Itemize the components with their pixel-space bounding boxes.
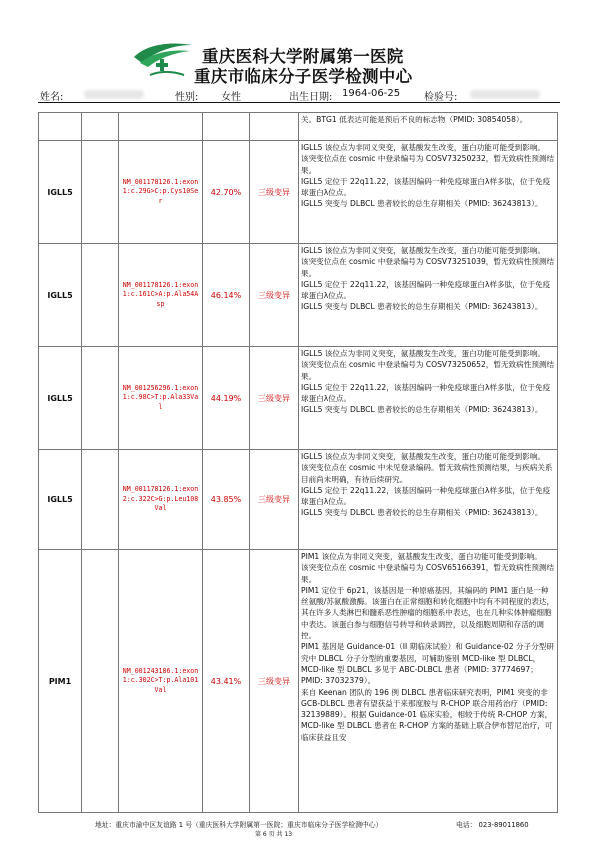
desc-paragraph: IGLL5 该位点为非同义突变，氨基酸发生改变，蛋白功能可能受到影响。 [301, 452, 546, 461]
level-cell: 三级变异 [250, 347, 299, 450]
desc-paragraph: 该突变位点在 cosmic 中登录编号为 COSV73250652，暂无致病性预测结果。 [301, 360, 555, 381]
redacted-name [84, 90, 144, 99]
sex-value: 女性 [221, 92, 241, 103]
redacted-id [470, 90, 540, 99]
desc-paragraph: 来自 Keenan 团队的 196 例 DLBCL 患者临床研究表明，PIM1 突变的非 GCB-DLBCL 患者有望获益于来那度胺与 R-CHOP 联合用药治疗（PMID: 32139889）。根据 Guidance-01 临床实验，相较于传统 R-CHOP 方案，MCD-like 型 DLBCL 患者在 R-CHOP 方案的基础上联合伊布替尼治疗，可临床获益且安 [301, 687, 553, 742]
dob-label: 出生日期: [289, 92, 333, 103]
variant-cell: NM_001178126.1:exon1:c.161C>A:p.Ala54Asp [119, 244, 203, 347]
desc-paragraph: 该突变位点在 cosmic 中登录编号为 COSV73251039，暂无致病性预测结果。 [301, 257, 555, 278]
desc-paragraph: 该突变位点在 cosmic 中登录编号为 COSV65166391，暂无致病性预测结果。 [301, 563, 555, 584]
desc-paragraph: IGLL5 突变与 DLBCL 患者较长的总生存期相关（PMID: 36243813）。 [301, 199, 543, 209]
frequency-cell: 44.19% [203, 347, 250, 450]
name-label: 姓名: [40, 92, 64, 103]
dob-value: 1964-06-25 [342, 88, 401, 99]
header-divider [38, 102, 560, 103]
desc-paragraph: IGLL5 定位于 22q11.22，该基因编码一种免疫球蛋白λ样多肽，位于免疫球蛋白λ位点。 [301, 279, 551, 301]
variant-cell: NM_001243186.1:exon1:c.302C>T:p.Ala101Val [119, 550, 203, 813]
table-row [39, 347, 558, 450]
level-cell: 三级变异 [250, 141, 299, 244]
hospital-logo-icon [132, 37, 194, 81]
desc-paragraph: IGLL5 突变与 DLBCL 患者较长的总生存期相关（PMID: 36243813）。 [301, 405, 543, 415]
variant-cell: NM_001178126.1:exon2:c.322C>G:p.Leu108Val [119, 450, 203, 550]
frequency-cell: 42.70% [203, 141, 250, 244]
continued-description [299, 113, 558, 141]
table-row-continued [39, 113, 558, 141]
table-row [39, 244, 558, 347]
hospital-name-line1: 重庆医科大学附属第一医院 [202, 47, 404, 66]
desc-paragraph: IGLL5 该位点为非同义突变，氨基酸发生改变，蛋白功能可能受到影响。 [301, 143, 546, 152]
frequency-cell: 46.14% [203, 244, 250, 347]
desc-paragraph: IGLL5 突变与 DLBCL 患者较长的总生存期相关（PMID: 36243813）。 [301, 508, 543, 518]
table-row [39, 450, 558, 550]
desc-paragraph: IGLL5 突变与 DLBCL 患者较长的总生存期相关（PMID: 36243813）。 [301, 302, 543, 312]
description-cell [299, 141, 558, 244]
variant-cell: NM_001256296.1:exon1:c.98C>T:p.Ala33Val [119, 347, 203, 450]
level-cell: 三级变异 [250, 244, 299, 347]
desc-paragraph: IGLL5 定位于 22q11.22，该基因编码一种免疫球蛋白λ样多肽，位于免疫球蛋白λ位点。 [301, 485, 551, 507]
description-cell [299, 550, 558, 813]
page-number: 第 6 页 共 13 [255, 831, 293, 838]
report-header [0, 0, 595, 110]
desc-paragraph: PIM1 基因是 Guidance-01（II 期临床试验）和 Guidance-02 分子分型研究中 DLBCL 分子分型的重要基因，可辅助鉴别 MCD-like 型 DLBCL，MCD-like 型 DLBCL 多见于 ABC-DLBCL 患者（PMID: 37774697；PMID: 37032379）。 [301, 642, 554, 686]
footer-phone: 电话： 023-89011860 [456, 821, 529, 829]
id-label: 检验号: [424, 92, 458, 103]
frequency-cell: 43.41% [203, 550, 250, 813]
desc-paragraph: IGLL5 定位于 22q11.22，该基因编码一种免疫球蛋白λ样多肽，位于免疫球蛋白λ位点。 [301, 176, 551, 198]
report-footer [95, 819, 529, 838]
description-cell [299, 347, 558, 450]
desc-paragraph: IGLL5 该位点为非同义突变，氨基酸发生改变，蛋白功能可能受到影响。 [301, 349, 546, 358]
desc-paragraph: IGLL5 该位点为非同义突变，氨基酸发生改变，蛋白功能可能受到影响。 [301, 246, 546, 255]
desc-paragraph: PIM1 该位点为非同义突变，氨基酸发生改变，蛋白功能可能受到影响。 [301, 552, 542, 561]
table-row [39, 141, 558, 244]
description-cell [299, 450, 558, 550]
gene-cell: IGLL5 [39, 347, 82, 450]
sex-label: 性别: [175, 92, 199, 103]
frequency-cell: 43.85% [203, 450, 250, 550]
hospital-name-line2: 重庆市临床分子医学检测中心 [194, 67, 413, 86]
desc-paragraph: PIM1 定位于 6p21，该基因是一种原癌基因，其编码的 PIM1 蛋白是一种丝氨酸/苏氨酸激酶。该蛋白在正常细胞和转化细胞中均有不同程度的表达，其在许多人类淋巴和髓系恶性肿瘤的细胞系中表达，也在几种实体肿瘤细胞中表达。该蛋白参与细胞信号转导和转录调控，以及细胞周期和存活的调控。 [301, 585, 555, 641]
description-cell [299, 244, 558, 347]
gene-cell: PIM1 [39, 550, 82, 813]
level-cell: 三级变异 [250, 450, 299, 550]
table-row [39, 550, 558, 813]
desc-paragraph: 该突变位点在 cosmic 中登录编号为 COSV73250232，暂无致病性预测结果。 [301, 154, 555, 175]
variant-table [38, 112, 558, 813]
desc-paragraph: IGLL5 定位于 22q11.22，该基因编码一种免疫球蛋白λ样多肽，位于免疫球蛋白λ位点。 [301, 382, 551, 404]
gene-cell: IGLL5 [39, 141, 82, 244]
gene-cell: IGLL5 [39, 450, 82, 550]
level-cell: 三级变异 [250, 550, 299, 813]
desc-paragraph: 关。BTG1 低表达可能是预后不良的标志物（PMID: 30854058）。 [301, 115, 528, 124]
variant-cell: NM_001178126.1:exon1:c.29G>C:p.Cys10Ser [119, 141, 203, 244]
footer-address: 地址：重庆市渝中区友谊路 1 号（重庆医科大学附属第一医院；重庆市临床分子医学检测中心） [95, 821, 383, 829]
desc-paragraph: 该突变位点在 cosmic 中未见登录编码。暂无致病性预测结果，与疾病关系目前尚未明确，有待后续研究。 [301, 463, 553, 484]
gene-cell: IGLL5 [39, 244, 82, 347]
